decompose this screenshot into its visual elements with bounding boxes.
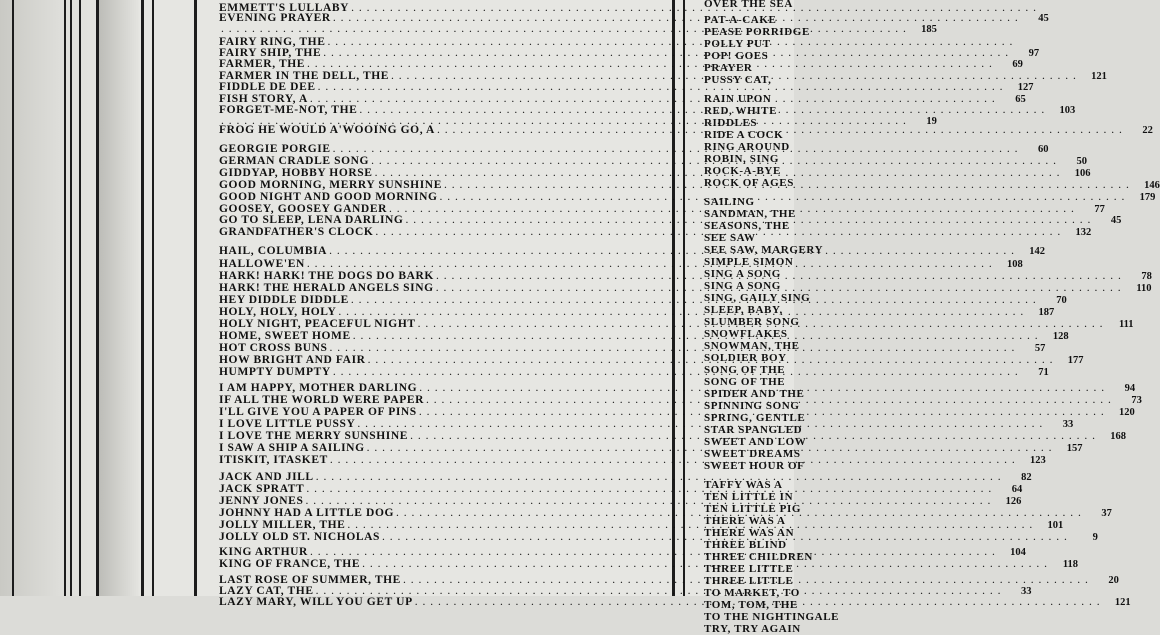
index-entry [219, 81, 1034, 93]
right-index-entry: TEN LITTLE IN [704, 491, 794, 503]
entry-title: LAST ROSE OF SUMMER, THE [219, 574, 401, 586]
entry-title: FIDDLE DE DEE [219, 81, 316, 93]
entry-page-number: 132 [1075, 227, 1092, 238]
right-index-column [704, 0, 840, 635]
right-index-entry: SEE SAW, MARGERY [704, 244, 824, 256]
entry-page-number: 64 [1011, 484, 1023, 495]
right-index-entry: SING A SONG [704, 280, 781, 292]
border-line [70, 0, 72, 596]
right-index-entry: ROBIN, SING [704, 153, 780, 165]
entry-page-number: 33 [1062, 419, 1074, 430]
right-index-entry: SPINNING SONG [704, 400, 800, 412]
entry-page-number: 57 [1034, 343, 1046, 354]
entry-title: FARMER, THE [219, 58, 306, 70]
entry-title: HEY DIDDLE DIDDLE [219, 294, 349, 306]
right-index-entry: SNOWMAN, THE [704, 340, 800, 352]
entry-title: IF ALL THE WORLD WERE PAPER [219, 394, 425, 406]
entry-title: HOLY NIGHT, PEACEFUL NIGHT [219, 318, 416, 330]
border-line [64, 0, 66, 596]
right-index-entry: SAILING [704, 196, 755, 208]
border-line [141, 0, 144, 596]
entry-page-number: 118 [1062, 559, 1078, 570]
entry-page-number: 73 [1131, 395, 1142, 406]
entry-title: GEORGIE PORGIE [219, 143, 331, 155]
right-index-entry: TOM, TOM, THE [704, 599, 798, 611]
right-index-entry: SEASONS, THE [704, 220, 790, 232]
entry-title: JOLLY OLD ST. NICHOLAS [219, 531, 381, 543]
dot-leader [353, 330, 1039, 342]
right-index-entry: THREE CHILDREN [704, 551, 813, 563]
dot-leader [329, 245, 1015, 257]
entry-page-number: 50 [1076, 156, 1087, 167]
entry-title: HOT CROSS BUNS [219, 342, 328, 354]
dot-leader [306, 483, 992, 495]
entry-page-number: 121 [1091, 71, 1107, 82]
entry-page-number: 103 [1059, 105, 1076, 116]
entry-page-number: 94 [1124, 383, 1136, 394]
right-index-entry: TAFFY WAS A [704, 479, 783, 491]
index-entry [219, 471, 1032, 483]
right-index-entry: SING, GAILY SING [704, 292, 811, 304]
right-index-entry: SWEET DREAMS [704, 448, 801, 460]
entry-page-number: 97 [1028, 48, 1040, 59]
right-index-entry: SONG OF THE [704, 376, 786, 388]
entry-page-number: 185 [921, 24, 937, 35]
entry-title: I LOVE LITTLE PUSSY [219, 418, 356, 430]
entry-title: HALLOWE'EN [219, 258, 305, 270]
dot-leader [307, 258, 993, 270]
dot-leader [316, 471, 1002, 483]
entry-title: GOOSEY, GOOSEY GANDER [219, 203, 387, 215]
entry-page-number: 127 [1017, 82, 1034, 93]
entry-page-number: 37 [1101, 508, 1112, 519]
entry-page-number: 101 [1047, 520, 1064, 531]
right-index-entry: RAIN UPON [704, 93, 772, 105]
right-index-entry: SANDMAN, THE [704, 208, 796, 220]
entry-title: KING OF FRANCE, THE [219, 558, 361, 570]
right-index-entry: SLUMBER SONG [704, 316, 800, 328]
entry-page-number: 123 [1030, 455, 1046, 466]
entry-title: JENNY JONES [219, 495, 304, 507]
right-index-entry: SWEET HOUR OF [704, 460, 805, 472]
dot-leader [307, 58, 993, 70]
entry-title: FORGET-ME-NOT, THE [219, 104, 358, 116]
entry-page-number: 9 [1092, 532, 1098, 543]
entry-title: HOW BRIGHT AND FAIR [219, 354, 366, 366]
entry-title: GIDDYAP, HOBBY HORSE [219, 167, 373, 179]
entry-title: HARK! HARK! THE DOGS DO BARK [219, 270, 434, 282]
entry-page-number: 187 [1038, 307, 1055, 318]
entry-title: GO TO SLEEP, LENA DARLING [219, 214, 404, 226]
entry-title: FAIRY RING, THE [219, 36, 326, 48]
dot-leader [338, 306, 1024, 318]
entry-title: HARK! THE HERALD ANGELS SING [219, 282, 434, 294]
dot-leader [330, 454, 1016, 466]
dot-leader [347, 519, 1033, 531]
entry-title: FAIRY SHIP, THE [219, 47, 322, 59]
right-index-entry: SWEET AND LOW [704, 436, 807, 448]
entry-page-number: 177 [1067, 355, 1084, 366]
entry-title: JACK AND JILL [219, 471, 314, 483]
right-index-entry: POLLY PUT [704, 38, 771, 50]
entry-title: HUMPTY DUMPTY [219, 366, 331, 378]
entry-title: KING ARTHUR [219, 546, 308, 558]
dot-leader [330, 342, 1016, 354]
right-index-entry: POP! GOES [704, 50, 769, 62]
entry-title: GRANDFATHER'S CLOCK [219, 226, 374, 238]
right-index-entry: TRY, TRY AGAIN [704, 623, 801, 635]
entry-page-number: 33 [1020, 586, 1032, 597]
dot-leader [333, 366, 1019, 378]
right-index-entry: ROCK OF AGES [704, 177, 794, 189]
entry-title: EMMETT'S LULLABY [219, 2, 350, 14]
entry-page-number: 128 [1052, 331, 1069, 342]
entry-title: EVENING PRAYER [219, 12, 331, 24]
entry-title: FROG HE WOULD A'WOOING GO, A [219, 124, 435, 136]
dot-leader [310, 546, 996, 558]
entry-title: FISH STORY, A [219, 93, 308, 105]
entry-page-number: 19 [926, 116, 937, 127]
right-index-entry: PEASE PORRIDGE [704, 26, 810, 38]
right-index-entry: STAR SPANGLED [704, 424, 803, 436]
border-line [79, 0, 81, 596]
right-index-entry: THERE WAS AN [704, 527, 795, 539]
entry-page-number: 65 [1015, 94, 1026, 105]
entry-title: HOLY, HOLY, HOLY [219, 306, 337, 318]
entry-title: GOOD NIGHT AND GOOD MORNING [219, 191, 438, 203]
entry-title: HOME, SWEET HOME [219, 330, 351, 342]
entry-page-number: 108 [1007, 259, 1023, 270]
dot-leader [351, 294, 1037, 306]
dot-leader [305, 495, 991, 507]
entry-title: FARMER IN THE DELL, THE [219, 70, 390, 82]
right-index-entry: SPRING, GENTLE [704, 412, 806, 424]
right-index-entry: TEN LITTLE PIG [704, 503, 802, 515]
entry-title: LAZY MARY, WILL YOU GET UP [219, 596, 413, 608]
entry-page-number: 71 [1038, 367, 1049, 378]
entry-page-number: 142 [1029, 246, 1045, 257]
dot-leader [357, 418, 1043, 430]
entry-title: GERMAN CRADLE SONG [219, 155, 370, 167]
border-line [194, 0, 197, 596]
border-line [152, 0, 154, 596]
right-index-entry: SOLDIER BOY [704, 352, 787, 364]
right-index-entry: RED, WHITE [704, 105, 778, 117]
right-index-entry: PUSSY CAT, [704, 74, 772, 86]
right-index-entry: PRAYER [704, 62, 753, 74]
entry-page-number: 121 [1114, 597, 1131, 608]
right-index-entry: RING AROUND [704, 141, 790, 153]
entry-page-number: 45 [1110, 215, 1122, 226]
entry-page-number: 146 [1144, 180, 1160, 191]
right-index-entry: RIDDLES [704, 117, 758, 129]
entry-page-number: 78 [1141, 271, 1152, 282]
right-index-entry: SING A SONG [704, 268, 781, 280]
entry-title: HAIL, COLUMBIA [219, 245, 328, 257]
entry-page-number: 77 [1094, 204, 1105, 215]
entry-page-number: 22 [1142, 125, 1153, 136]
entry-page-number: 179 [1139, 192, 1156, 203]
right-index-entry: RIDE A COCK [704, 129, 784, 141]
border-line [12, 0, 14, 596]
entry-page-number: 70 [1056, 295, 1067, 306]
right-index-entry: THREE LITTLE [704, 563, 794, 575]
entry-title: I SAW A SHIP A SAILING [219, 442, 365, 454]
entry-title: I LOVE THE MERRY SUNSHINE [219, 430, 409, 442]
right-index-entry: SEE SAW [704, 232, 756, 244]
entry-page-number: 82 [1021, 472, 1032, 483]
entry-title: I AM HAPPY, MOTHER DARLING [219, 382, 418, 394]
entry-title: JOLLY MILLER, THE [219, 519, 346, 531]
entry-page-number: 104 [1010, 547, 1026, 558]
right-index-entry: THERE WAS A [704, 515, 786, 527]
dot-leader [318, 81, 1004, 93]
entry-page-number: 20 [1108, 575, 1119, 586]
entry-page-number: 126 [1005, 496, 1022, 507]
right-index-entry: ROCK-A-BYE [704, 165, 781, 177]
entry-page-number: 45 [1038, 13, 1049, 24]
right-index-entry: TO MARKET, TO [704, 587, 800, 599]
entry-page-number: 157 [1066, 443, 1083, 454]
entry-title: JACK SPRATT [219, 483, 305, 495]
entry-title: I'LL GIVE YOU A PAPER OF PINS [219, 406, 417, 418]
right-index-entry: SPIDER AND THE [704, 388, 805, 400]
entry-page-number: 69 [1012, 59, 1023, 70]
entry-title: ITISKIT, ITASKET [219, 454, 328, 466]
entry-title: LAZY CAT, THE [219, 585, 314, 597]
entry-title: GOOD MORNING, MERRY SUNSHINE [219, 179, 442, 191]
page-gutter-shadow [99, 0, 139, 596]
right-index-entry: PAT-A-CAKE [704, 14, 777, 26]
dot-leader [333, 143, 1019, 155]
entry-title: JOHNNY HAD A LITTLE DOG [219, 507, 395, 519]
entry-page-number: 120 [1118, 407, 1135, 418]
entry-page-number: 168 [1110, 431, 1126, 442]
entry-page-number: 60 [1037, 144, 1049, 155]
right-index-entry: THREE LITTLE [704, 575, 794, 587]
entry-page-number: 106 [1074, 168, 1091, 179]
entry-page-number: 111 [1118, 319, 1134, 330]
entry-page-number: 110 [1136, 283, 1152, 294]
right-index-entry: SIMPLE SIMON [704, 256, 794, 268]
right-index-entry: SLEEP, BABY, [704, 304, 783, 316]
right-index-entry: TO THE NIGHTINGALE [704, 611, 840, 623]
right-index-entry: SNOWFLAKES [704, 328, 788, 340]
left-page-edge [0, 0, 100, 596]
right-index-entry: THREE BLIND [704, 539, 787, 551]
right-index-entry: OVER THE SEA [704, 0, 793, 10]
right-index-entry: SONG OF THE [704, 364, 786, 376]
